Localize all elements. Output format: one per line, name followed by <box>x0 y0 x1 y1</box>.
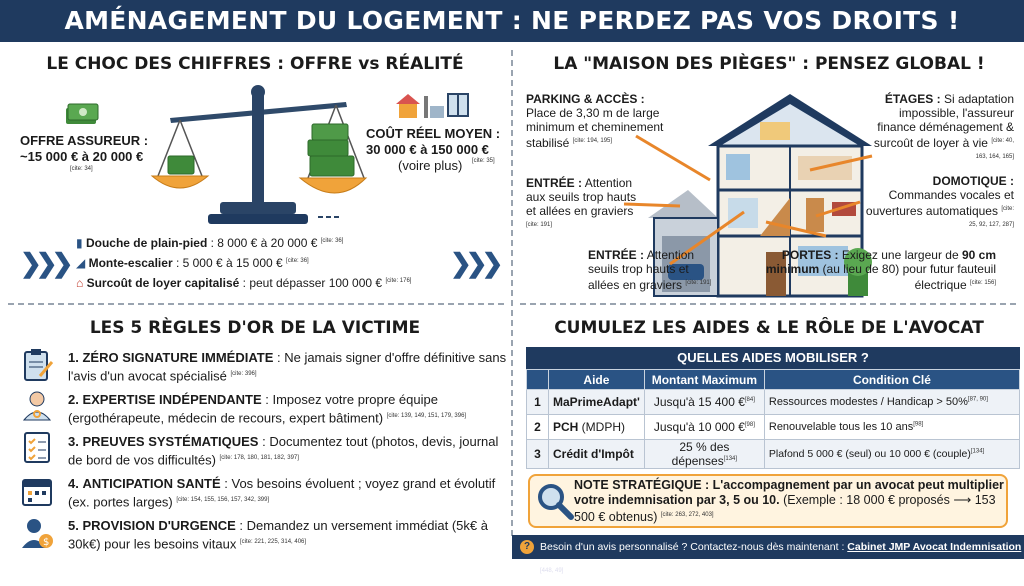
table-row <box>527 390 1020 415</box>
table-row <box>527 415 1020 440</box>
domotique-title: DOMOTIQUE : <box>932 174 1014 188</box>
person-money-icon <box>20 516 54 550</box>
real-cost-note: (voire plus) <box>398 158 463 173</box>
entree-bottom-text: Attention seuils trop hauts et allées en graviers <box>588 248 695 292</box>
row-number: 2 <box>527 415 549 440</box>
condition-value: Ressources modestes / Handicap > 50% <box>768 396 968 408</box>
contact-link[interactable]: Cabinet JMP Avocat Indemnisation <box>847 541 1022 553</box>
portes-text2: (au lieu de 80) pour futur fauteuil électrique <box>822 262 996 292</box>
entree-annotation-left <box>526 176 648 234</box>
portes-title: PORTES : <box>781 248 839 262</box>
row-number: 1 <box>527 390 549 415</box>
scale-illustration <box>150 80 366 230</box>
rule-cite: [cite: 139, 149, 151, 179, 396] <box>386 413 467 419</box>
cost-item <box>76 276 466 290</box>
signature-clipboard-icon <box>20 348 54 382</box>
table-header: Montant Maximum <box>644 370 764 390</box>
montant-cell <box>644 390 764 415</box>
footer-bar <box>512 535 1024 574</box>
stairlift-icon: ◢ <box>76 256 86 270</box>
table-row <box>527 440 1020 469</box>
note-example: (Exemple : 18 000 € proposés ⟶ 153 500 € obtenus) <box>574 493 996 525</box>
section-regles-title: LES 5 RÈGLES D'OR DE LA VICTIME <box>89 318 421 338</box>
rule-text: : Demandez un versement immédiat (5k€ à 30k€) pour les besoins vitaux <box>68 518 488 552</box>
cost-item-value: : 5 000 € à 15 000 € <box>172 256 283 270</box>
note-cite: [cite: 263, 272, 403] <box>660 512 714 518</box>
rule-item <box>68 434 508 468</box>
real-cost-value: 30 000 € à 150 000 € <box>366 142 489 157</box>
rule-text: : Documentez tout (photos, devis, journal de bord de vos difficultés) <box>68 434 499 468</box>
montant-value: Jusqu'à 10 000 € <box>653 420 745 434</box>
aide-sub: (MDPH) <box>578 420 626 434</box>
rule-item <box>68 350 508 384</box>
entree-left-title: ENTRÉE : <box>526 176 583 190</box>
aids-table <box>526 369 1020 469</box>
expert-doctor-icon <box>20 388 54 422</box>
offer-label: OFFRE ASSUREUR : <box>20 133 149 148</box>
cost-item-label: Monte-escalier <box>88 256 173 270</box>
condition-value: Plafond 5 000 € (seul) ou 10 000 € (couple) <box>768 448 971 460</box>
cost-item-label: Surcoût de loyer capitalisé <box>86 276 240 290</box>
entree-bottom-cite: [cite: 191] <box>685 280 712 286</box>
condition-cite: [134] <box>970 448 985 455</box>
aide-name: Crédit d'Impôt <box>553 447 634 461</box>
aide-name: PCH <box>553 420 579 434</box>
cost-item-value: : peut dépasser 100 000 € <box>239 276 383 290</box>
note-text <box>574 478 1004 525</box>
entree-left-cite: [cite: 191] <box>526 222 553 228</box>
note-body: L'accompagnement par un avocat peut multiplier votre indemnisation par 3, 5 ou 10. <box>574 478 1004 507</box>
rule-title: ANTICIPATION SANTÉ <box>82 476 221 491</box>
table-header <box>527 370 549 390</box>
montant-cite: [84] <box>744 397 755 403</box>
rule-text: : Vos besoins évoluent ; voyez grand et évolutif (ex. portes larges) <box>68 476 496 510</box>
house-icon: ⌂ <box>76 276 84 290</box>
shower-icon: ▮ <box>76 236 83 250</box>
aide-cell <box>549 390 645 415</box>
horizontal-divider-right <box>520 303 1016 305</box>
rule-number: 3. <box>68 434 79 449</box>
condition-cite: [87, 90] <box>967 396 988 403</box>
rule-number: 2. <box>68 392 79 407</box>
table-header: Condition Clé <box>764 370 1019 390</box>
cost-item-cite: [cite: 36] <box>286 258 309 264</box>
table-header-row <box>527 370 1020 390</box>
strategic-note <box>528 474 1008 528</box>
row-number: 3 <box>527 440 549 469</box>
chevrons-left-icon: ❯❯❯ <box>20 248 68 278</box>
cost-item <box>76 256 456 270</box>
rule-text: : Ne jamais signer d'offre définitive sans l'avis d'un avocat spécialisé <box>68 350 507 384</box>
cost-item-cite: [cite: 36] <box>320 238 344 244</box>
note-title: NOTE STRATÉGIQUE : <box>574 478 710 492</box>
etages-annotation <box>870 92 1014 166</box>
chevrons-right-icon: ❯❯❯ <box>450 248 498 278</box>
section-aides-title: CUMULEZ LES AIDES & LE RÔLE DE L'AVOCAT <box>554 318 984 338</box>
rule-item <box>68 518 508 552</box>
parking-cite: [cite: 194, 195] <box>572 138 613 144</box>
cost-item-cite: [cite: 176] <box>385 278 412 284</box>
rule-cite: [cite: 221, 225, 314, 406] <box>240 539 307 545</box>
cost-item-value: : 8 000 € à 20 000 € <box>207 236 318 250</box>
etages-cite: [cite: 40, 163, 164, 165] <box>975 138 1014 160</box>
footer-cite: [448, 49] <box>540 568 564 574</box>
montant-value: 25 % des dépenses <box>671 440 730 468</box>
table-header: Aide <box>549 370 645 390</box>
money-icon <box>64 100 100 128</box>
parking-text: Place de 3,30 m de large minimum et cheminement stabilisé <box>526 106 664 150</box>
rule-cite: [cite: 396] <box>230 371 257 377</box>
condition-cell <box>764 390 1019 415</box>
montant-cell <box>644 415 764 440</box>
entree-bottom-title: ENTRÉE : <box>588 248 645 262</box>
rule-item <box>68 392 508 426</box>
domotique-annotation <box>862 174 1014 234</box>
rule-item <box>68 476 508 510</box>
aide-cell <box>549 415 645 440</box>
cost-item-label: Douche de plain-pied <box>85 236 208 250</box>
portes-annotation <box>760 248 996 292</box>
entree-left-text: Attention aux seuils trop hauts et allées en graviers <box>526 176 637 218</box>
offer-cite: [cite: 34] <box>70 166 93 172</box>
real-cost-label: COÛT RÉEL MOYEN : <box>366 126 501 141</box>
portes-text: Exigez une largeur de <box>841 248 959 262</box>
montant-cite: [98] <box>744 422 755 428</box>
aide-cell <box>549 440 645 469</box>
montant-cell <box>644 440 764 469</box>
rule-number: 1. <box>68 350 79 365</box>
horizontal-divider-left <box>8 303 504 305</box>
rule-cite: [cite: 178, 180, 181, 182, 397] <box>219 455 299 461</box>
rule-title: ZÉRO SIGNATURE IMMÉDIATE <box>82 350 274 365</box>
cost-item <box>76 236 456 250</box>
checklist-icon <box>20 430 54 464</box>
vertical-divider <box>511 50 513 536</box>
portes-bold: 90 cm minimum <box>765 248 996 276</box>
home-tools-icon <box>394 90 470 120</box>
section-choc-title: LE CHOC DES CHIFFRES : OFFRE vs RÉALITÉ <box>46 54 464 74</box>
parking-title: PARKING & ACCÈS : <box>526 92 645 106</box>
rule-title: PREUVES SYSTÉMATIQUES <box>82 434 259 449</box>
offer-value: ~15 000 € à 20 000 € <box>20 149 144 164</box>
table-title: QUELLES AIDES MOBILISER ? <box>526 347 1020 369</box>
magnifier-icon <box>536 482 574 520</box>
domotique-cite: [cite: 25, 92, 127, 287] <box>968 206 1014 228</box>
page-title: AMÉNAGEMENT DU LOGEMENT : NE PERDEZ PAS VOS DROITS ! <box>0 0 1024 42</box>
montant-cite: [134] <box>723 456 738 462</box>
condition-cell <box>764 415 1019 440</box>
condition-value: Renouvelable tous les 10 ans <box>768 421 914 433</box>
montant-value: Jusqu'à 15 400 € <box>653 395 745 409</box>
rule-text: : Imposez votre propre équipe (ergothérapeute, médecin de recours, expert bâtiment) <box>68 392 438 426</box>
condition-cite: [98] <box>913 421 924 428</box>
ellipsis-decoration <box>318 214 340 220</box>
svg-text:$: $ <box>43 537 50 548</box>
portes-cite: [cite: 156] <box>969 280 996 286</box>
rule-title: PROVISION D'URGENCE <box>82 518 236 533</box>
help-icon: ? <box>520 540 534 554</box>
etages-title: ÉTAGES : <box>884 92 941 106</box>
rule-number: 4. <box>68 476 79 491</box>
etages-text: Si adaptation impossible, l'assureur finance déménagement & surcoût de loyer à vie <box>873 92 1014 150</box>
aide-name: MaPrimeAdapt' <box>553 395 640 409</box>
rule-number: 5. <box>68 518 79 533</box>
rule-cite: [cite: 154, 155, 156, 157, 342, 399] <box>176 497 270 503</box>
domotique-text: Commandes vocales et ouvertures automatiques <box>865 188 1014 218</box>
real-cost-cite: [cite: 35] <box>472 158 495 164</box>
section-maison-title: LA "MAISON DES PIÈGES" : PENSEZ GLOBAL ! <box>553 54 985 74</box>
calendar-icon <box>20 474 54 508</box>
condition-cell <box>764 440 1019 469</box>
rule-title: EXPERTISE INDÉPENDANTE <box>82 392 262 407</box>
parking-annotation <box>526 92 668 150</box>
footer-text: Besoin d'un avis personnalisé ? Contactez-nous dès maintenant : <box>540 541 848 553</box>
entree-annotation-bottom <box>588 248 722 292</box>
